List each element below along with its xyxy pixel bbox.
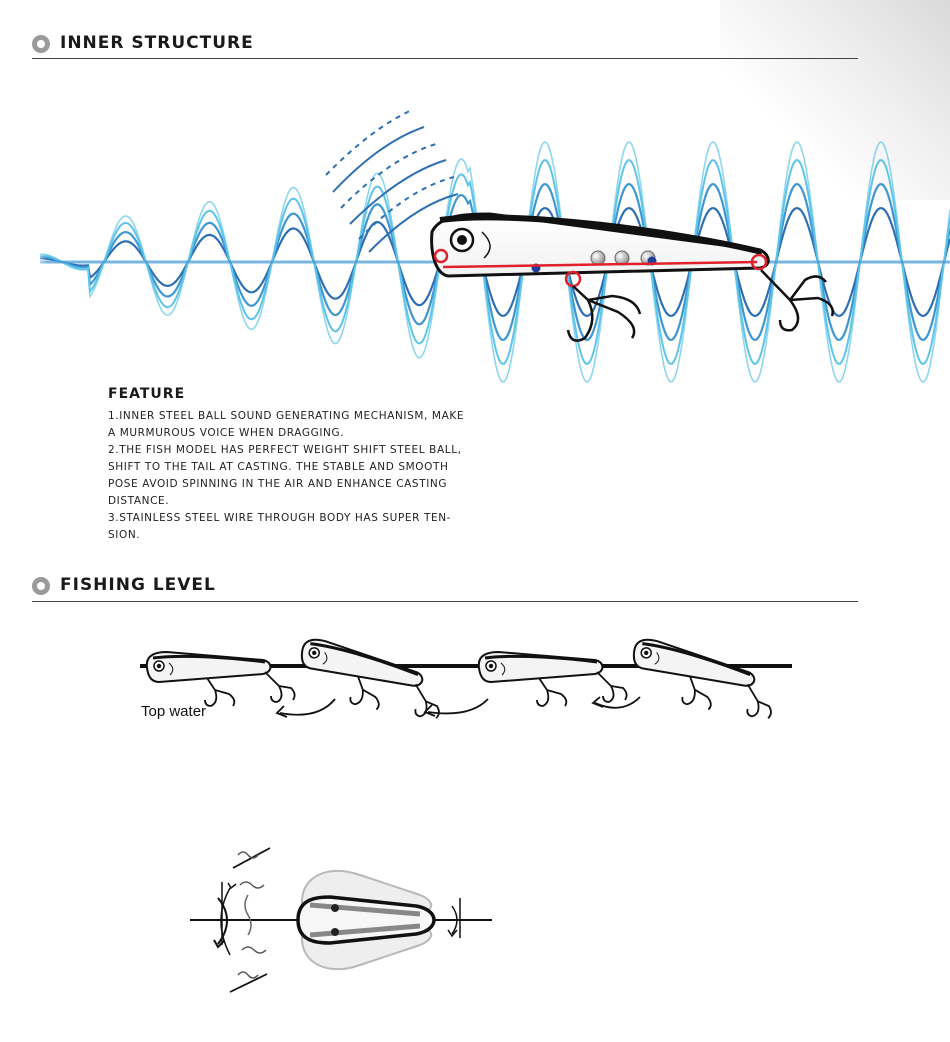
- feature-line: A MURMUROUS VOICE WHEN DRAGGING.: [108, 427, 345, 439]
- feature-block: [108, 386, 528, 544]
- level-lure: [479, 652, 627, 706]
- top-view-diagram: [190, 848, 492, 992]
- feature-line: 2.THE FISH MODEL HAS PERFECT WEIGHT SHIFT STEEL BALL,: [108, 444, 462, 456]
- feature-line: 1.INNER STEEL BALL SOUND GENERATING MECHANISM, MAKE: [108, 410, 465, 422]
- fishing-level-title: FISHING LEVEL: [60, 575, 216, 595]
- feature-line: POSE AVOID SPINNING IN THE AIR AND ENHANCE CASTING: [108, 478, 448, 490]
- feature-line: 3.STAINLESS STEEL WIRE THROUGH BODY HAS SUPER TEN-: [108, 512, 452, 524]
- feature-line: DISTANCE.: [108, 495, 170, 507]
- top-water-label: Top water: [141, 703, 207, 720]
- arrow-icon: [277, 697, 640, 717]
- fishing-level-divider: [32, 601, 858, 602]
- feature-title: FEATURE: [108, 386, 186, 402]
- level-lure: [625, 636, 781, 724]
- wave-fade: [30, 80, 170, 400]
- feature-line: SHIFT TO THE TAIL AT CASTING. THE STABLE AND SMOOTH: [108, 461, 449, 473]
- level-lure: [147, 652, 295, 706]
- section-bullet-icon: [32, 577, 50, 595]
- inner-structure-title: INNER STRUCTURE: [60, 33, 254, 53]
- feature-line: SION.: [108, 529, 141, 541]
